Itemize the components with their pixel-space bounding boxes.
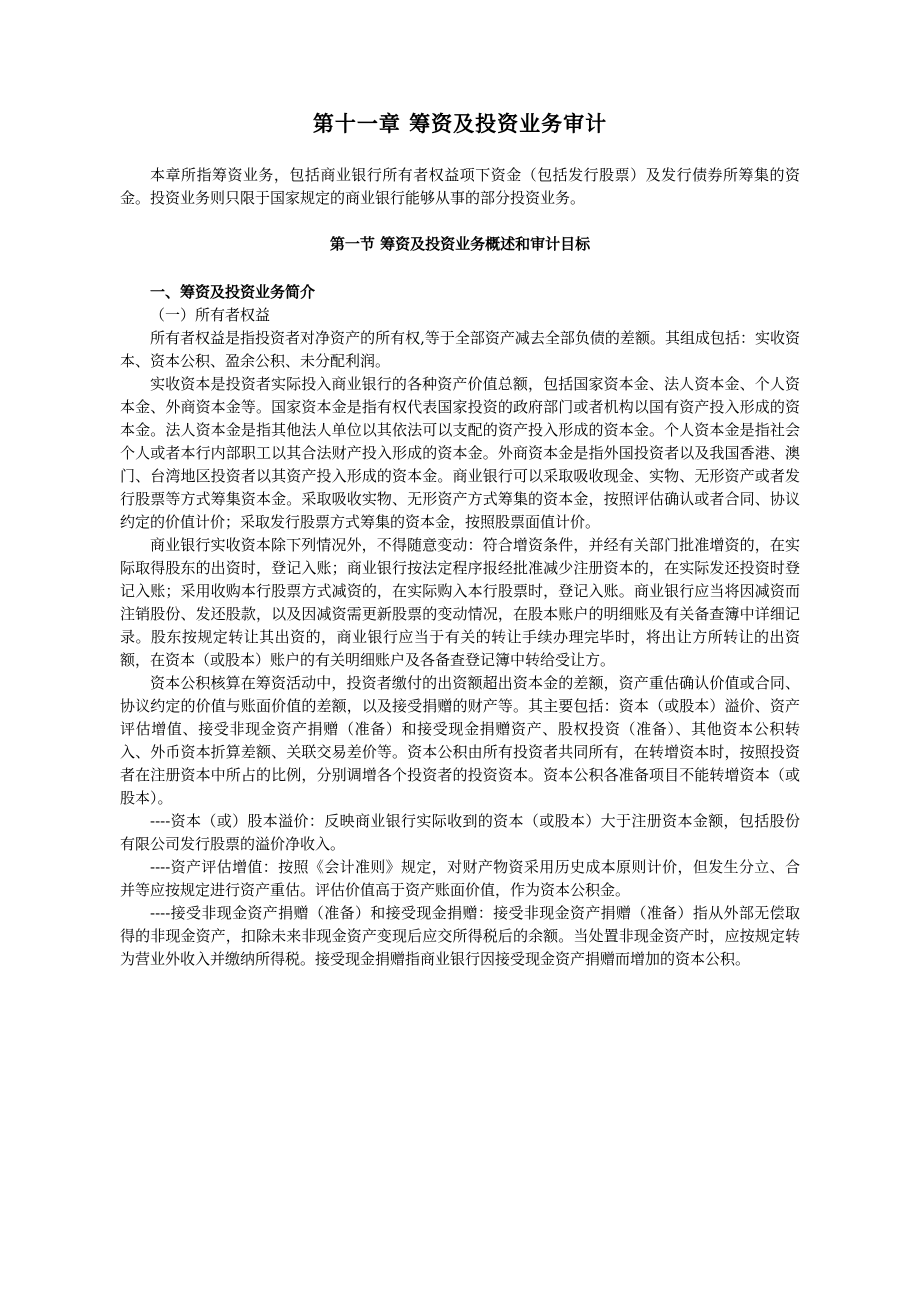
section-title: 第一节 筹资及投资业务概述和审计目标 — [329, 235, 591, 253]
sub-subsection-title: （一）所有者权益 — [150, 306, 271, 324]
body-paragraph: ----资本（或）股本溢价：反映商业银行实际收到的资本（或股本）大于注册资本金额，包括股份有限公司发行股票的溢价净收入。 — [120, 812, 800, 853]
body-paragraph: ----接受非现金资产捐赠（准备）和接受现金捐赠：接受非现金资产捐赠（准备）指从外部无偿取得的非现金资产，扣除未来非现金资产变现后应交所得税后的余额。当处置非现金资产时，应按规定转为营业外收入并缴纳所得税。接受现金捐赠指商业银行因接受现金资产捐赠而增加的资本公积。 — [120, 904, 800, 968]
body-paragraph: ----资产评估增值：按照《会计准则》规定，对财产物资采用历史成本原则计价，但发生分立、合并等应按规定进行资产重估。评估价值高于资产账面价值，作为资本公积金。 — [120, 858, 800, 899]
body-paragraph: 实收资本是投资者实际投入商业银行的各种资产价值总额，包括国家资本金、法人资本金、个人资本金、外商资本金等。国家资本金是指有权代表国家投资的政府部门或者机构以国有资产投入形成的资本金。法人资本金是指其他法人单位以其依法可以支配的资产投入形成的资本金。个人资本金是指社会个人或者本行内部职工以其合法财产投入形成的资本金。外商资本金是指外国投资者以及我国香港、澳门、台湾地区投资者以其资产投入形成的资本金。商业银行可以采取吸收现金、实物、无形资产或者发行股票等方式筹集资本金。采取吸收实物、无形资产方式筹集的资本金，按照评估确认或者合同、协议约定的价值计价；采取发行股票方式筹集的资本金，按照股票面值计价。 — [120, 375, 800, 531]
body-paragraph: 商业银行实收资本除下列情况外，不得随意变动：符合增资条件，并经有关部门批准增资的，在实际取得股东的出资时，登记入账；商业银行按法定程序报经批准减少注册资本的，在实际发还投资时登记入账；采用收购本行股票方式减资的，在实际购入本行股票时，登记入账。商业银行应当将因减资而注销股份、发还股款，以及因减资需更新股票的变动情况，在股本账户的明细账及有关备查簿中详细记录。股东按规定转让其出资的，商业银行应当于有关的转让手续办理完毕时，将出让方所转让的出资额，在资本（或股本）账户的有关明细账户及各备查登记簿中转给受让方。 — [120, 536, 800, 669]
document-page — [120, 100, 800, 971]
subsection-title: 一、筹资及投资业务简介 — [150, 283, 316, 301]
body-paragraph: 资本公积核算在筹资活动中，投资者缴付的出资额超出资本金的差额，资产重估确认价值或合同、协议约定的价值与账面价值的差额，以及接受捐赠的财产等。其主要包括：资本（或股本）溢价、资产评估增值、接受非现金资产捐赠（准备）和接受现金捐赠资产、股权投资（准备）、其他资本公积转入、外币资本折算差额、关联交易差价等。资本公积由所有投资者共同所有，在转增资本时，按照投资者在注册资本中所占的比例，分别调增各个投资者的投资资本。资本公积各准备项目不能转增资本（或股本）。 — [120, 674, 800, 807]
intro-paragraph: 本章所指筹资业务，包括商业银行所有者权益项下资金（包括发行股票）及发行债券所筹集的资金。投资业务则只限于国家规定的商业银行能够从事的部分投资业务。 — [120, 166, 800, 207]
body-paragraph: 所有者权益是指投资者对净资产的所有权,等于全部资产减去全部负债的差额。其组成包括：实收资本、资本公积、盈余公积、未分配利润。 — [120, 329, 800, 370]
chapter-title: 第十一章 筹资及投资业务审计 — [312, 112, 608, 136]
